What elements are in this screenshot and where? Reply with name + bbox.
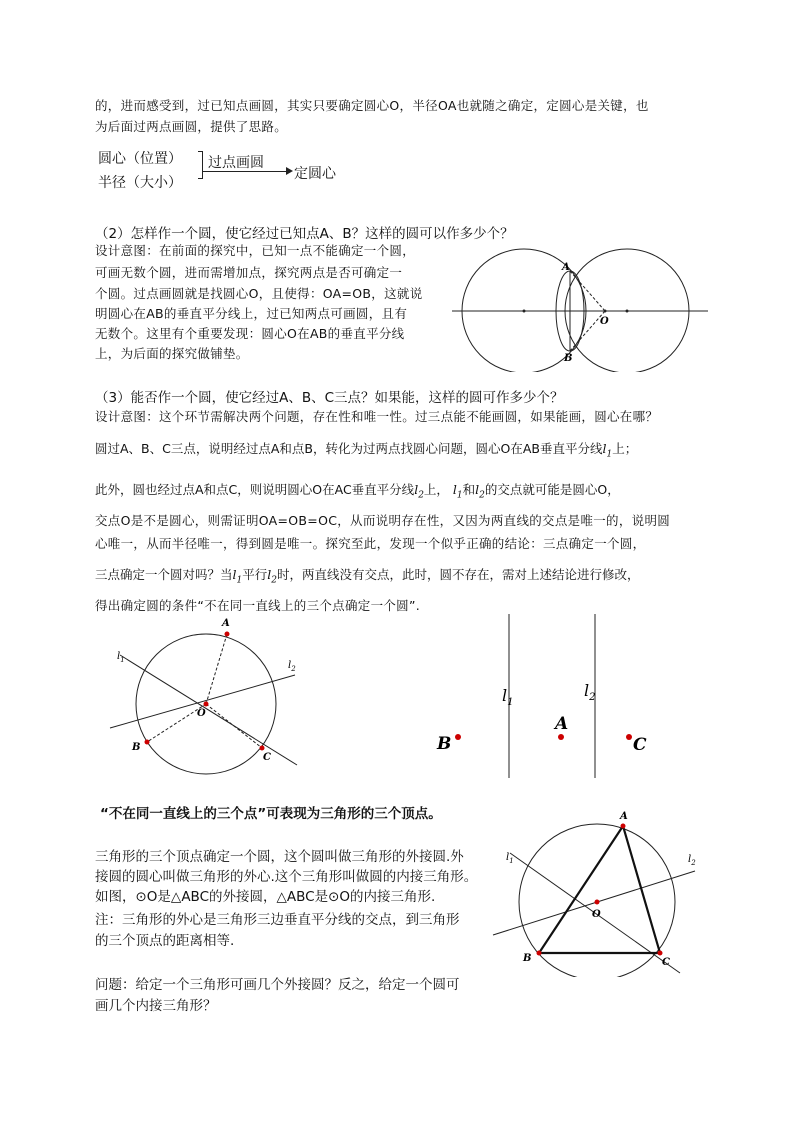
section-line-1: 三角形的三个顶点确定一个圆，这个圆叫做三角形的外接圆.外 <box>95 849 464 865</box>
label-b: B <box>437 734 452 754</box>
label-o: O <box>197 708 206 719</box>
line-l2 <box>110 675 295 728</box>
label-b: B <box>523 953 532 964</box>
section-line-3: 如图，⊙O是△ABC的外接圆，△ABC是⊙O的内接三角形. <box>95 889 436 905</box>
math-l1: $l_1$ <box>452 482 463 501</box>
label-l2: $l_2$ <box>688 854 696 867</box>
segment-oa <box>206 634 227 704</box>
label-o: O <box>600 316 609 327</box>
point-a <box>621 824 626 829</box>
label-l2: $l_2$ <box>288 660 296 673</box>
label-c: C <box>633 735 647 755</box>
segment-oc <box>206 704 262 748</box>
q2-title: （2）怎样作一个圆，使它经过已知点A、B？这样的圆可以作多少个？ <box>95 226 514 242</box>
question-line-1: 问题：给定一个三角形可画几个外接圆？反之，给定一个圆可 <box>95 977 460 993</box>
point-o <box>604 310 607 313</box>
math-l2: $l_2$ <box>475 482 485 501</box>
line-l1 <box>120 655 297 765</box>
section-line-5: 的三个顶点的距离相等. <box>95 933 235 949</box>
point-o <box>595 900 600 905</box>
triangle-circumcircle-figure <box>490 805 710 977</box>
point-a <box>558 734 564 740</box>
q2-line-4: 明圆心在AB的垂直平分线上，过已知两点可画圆，且有 <box>95 306 408 321</box>
label-a: A <box>222 618 230 629</box>
flow-brace <box>198 151 203 179</box>
point-o <box>204 702 209 707</box>
label-a: A <box>555 714 569 734</box>
q3-line-4: 交点O是不是圆心，则需证明OA=OB=OC，从而说明存在性，又因为两直线的交点是唯一的，说明圆 <box>95 513 671 528</box>
label-b: B <box>132 742 141 753</box>
left-center <box>523 310 526 313</box>
label-a: A <box>620 811 628 822</box>
flow-diagram <box>90 145 390 190</box>
label-a: A <box>562 262 570 273</box>
circumcircle-figure <box>105 615 310 780</box>
label-b: B <box>564 353 573 364</box>
right-center <box>626 310 629 313</box>
section-line-4: 注：三角形的外心是三角形三边垂直平分线的交点，到三角形 <box>95 912 460 928</box>
q3-line-1: 设计意图：这个环节需解决两个问题，存在性和唯一性。过三点能不能画圆，如果能画，圆心在哪？ <box>95 409 659 424</box>
point-c <box>658 951 663 956</box>
label-l1: $l_1$ <box>117 651 125 664</box>
flow-arrow-head <box>286 167 293 175</box>
label-c: C <box>662 957 670 968</box>
math-l1: $l_1$ <box>232 567 243 586</box>
q2-line-6: 上，为后面的探究做铺垫。 <box>95 346 249 361</box>
label-c: C <box>263 752 271 763</box>
q3-line-3: 此外，圆也经过点A和点C，则说明圆心O在AC垂直平分线$l_2$上， $l_1$和$l_2$的交点就可能是圆心O， <box>95 482 620 501</box>
point-c <box>626 734 632 740</box>
segment-oa <box>570 271 605 311</box>
line-l2 <box>493 871 695 935</box>
flow-left-top: 圆心（位置） <box>98 151 182 167</box>
q2-line-1: 设计意图：在前面的探究中，已知一点不能确定一个圆， <box>95 243 416 258</box>
intro-line-2: 为后面过两点画圆，提供了思路。 <box>95 119 288 134</box>
section-line-2: 接圆的圆心叫做三角形的外心.这个三角形叫做圆的内接三角形。 <box>95 869 478 885</box>
point-a <box>225 632 230 637</box>
q3-line-2: 圆过A、B、C三点，说明经过点A和点B，转化为过两点找圆心问题，圆心O在AB垂直平分线$l_1$上； <box>95 441 638 460</box>
math-l1: $l_1$ <box>602 441 613 460</box>
two-circles-figure <box>450 240 712 372</box>
flow-arrow-line <box>203 171 289 172</box>
q2-line-2: 可画无数个圆，进而需增加点，探究两点是否可确定一 <box>95 265 403 280</box>
section-heading: “不在同一直线上的三个点”可表现为三角形的三个顶点。 <box>100 806 442 822</box>
math-l2: $l_2$ <box>414 482 424 501</box>
flow-left-bottom: 半径（大小） <box>98 175 182 191</box>
label-l1: $l_1$ <box>506 852 514 865</box>
label-l1: $l_1$ <box>502 686 514 708</box>
math-l2: $l_2$ <box>267 567 277 586</box>
question-line-2: 画几个内接三角形？ <box>95 998 217 1014</box>
label-l2: $l_2$ <box>584 681 596 703</box>
q3-line-7: 得出确定圆的条件“不在同一直线上的三个点确定一个圆”. <box>95 598 421 613</box>
point-b <box>455 734 461 740</box>
triangle-abc <box>539 826 660 953</box>
label-o: O <box>592 909 601 920</box>
q2-line-5: 无数个。这里有个重要发现：圆心O在AB的垂直平分线 <box>95 326 405 341</box>
q2-line-3: 个圆。过点画圆就是找圆心O，且使得：OA=OB，这就说 <box>95 286 423 301</box>
point-b <box>537 951 542 956</box>
point-b <box>145 740 150 745</box>
q3-line-5: 心唯一，从而半径唯一，得到圆是唯一。探究至此，发现一个似乎正确的结论：三点确定一个圆， <box>95 536 646 551</box>
q3-title: （3）能否作一个圆，使它经过A、B、C三点？如果能，这样的圆可作多少个？ <box>95 390 564 406</box>
point-c <box>260 746 265 751</box>
q3-line-2-text: 圆过A、B、C三点，说明经过点A和点B，转化为过两点找圆心问题，圆心O在AB垂直平分线 <box>95 441 603 456</box>
intro-line-1: 的，进而感受到，过已知点画圆，其实只要确定圆心O，半径OA也就随之确定，定圆心是关键，也 <box>95 98 649 113</box>
q3-line-6: 三点确定一个圆对吗？当$l_1$平行$l_2$时，两直线没有交点，此时，圆不存在，需对上述结论进行修改， <box>95 567 640 586</box>
collinear-figure <box>430 612 660 780</box>
flow-right: 定圆心 <box>294 166 336 182</box>
flow-middle: 过点画圆 <box>208 155 264 171</box>
